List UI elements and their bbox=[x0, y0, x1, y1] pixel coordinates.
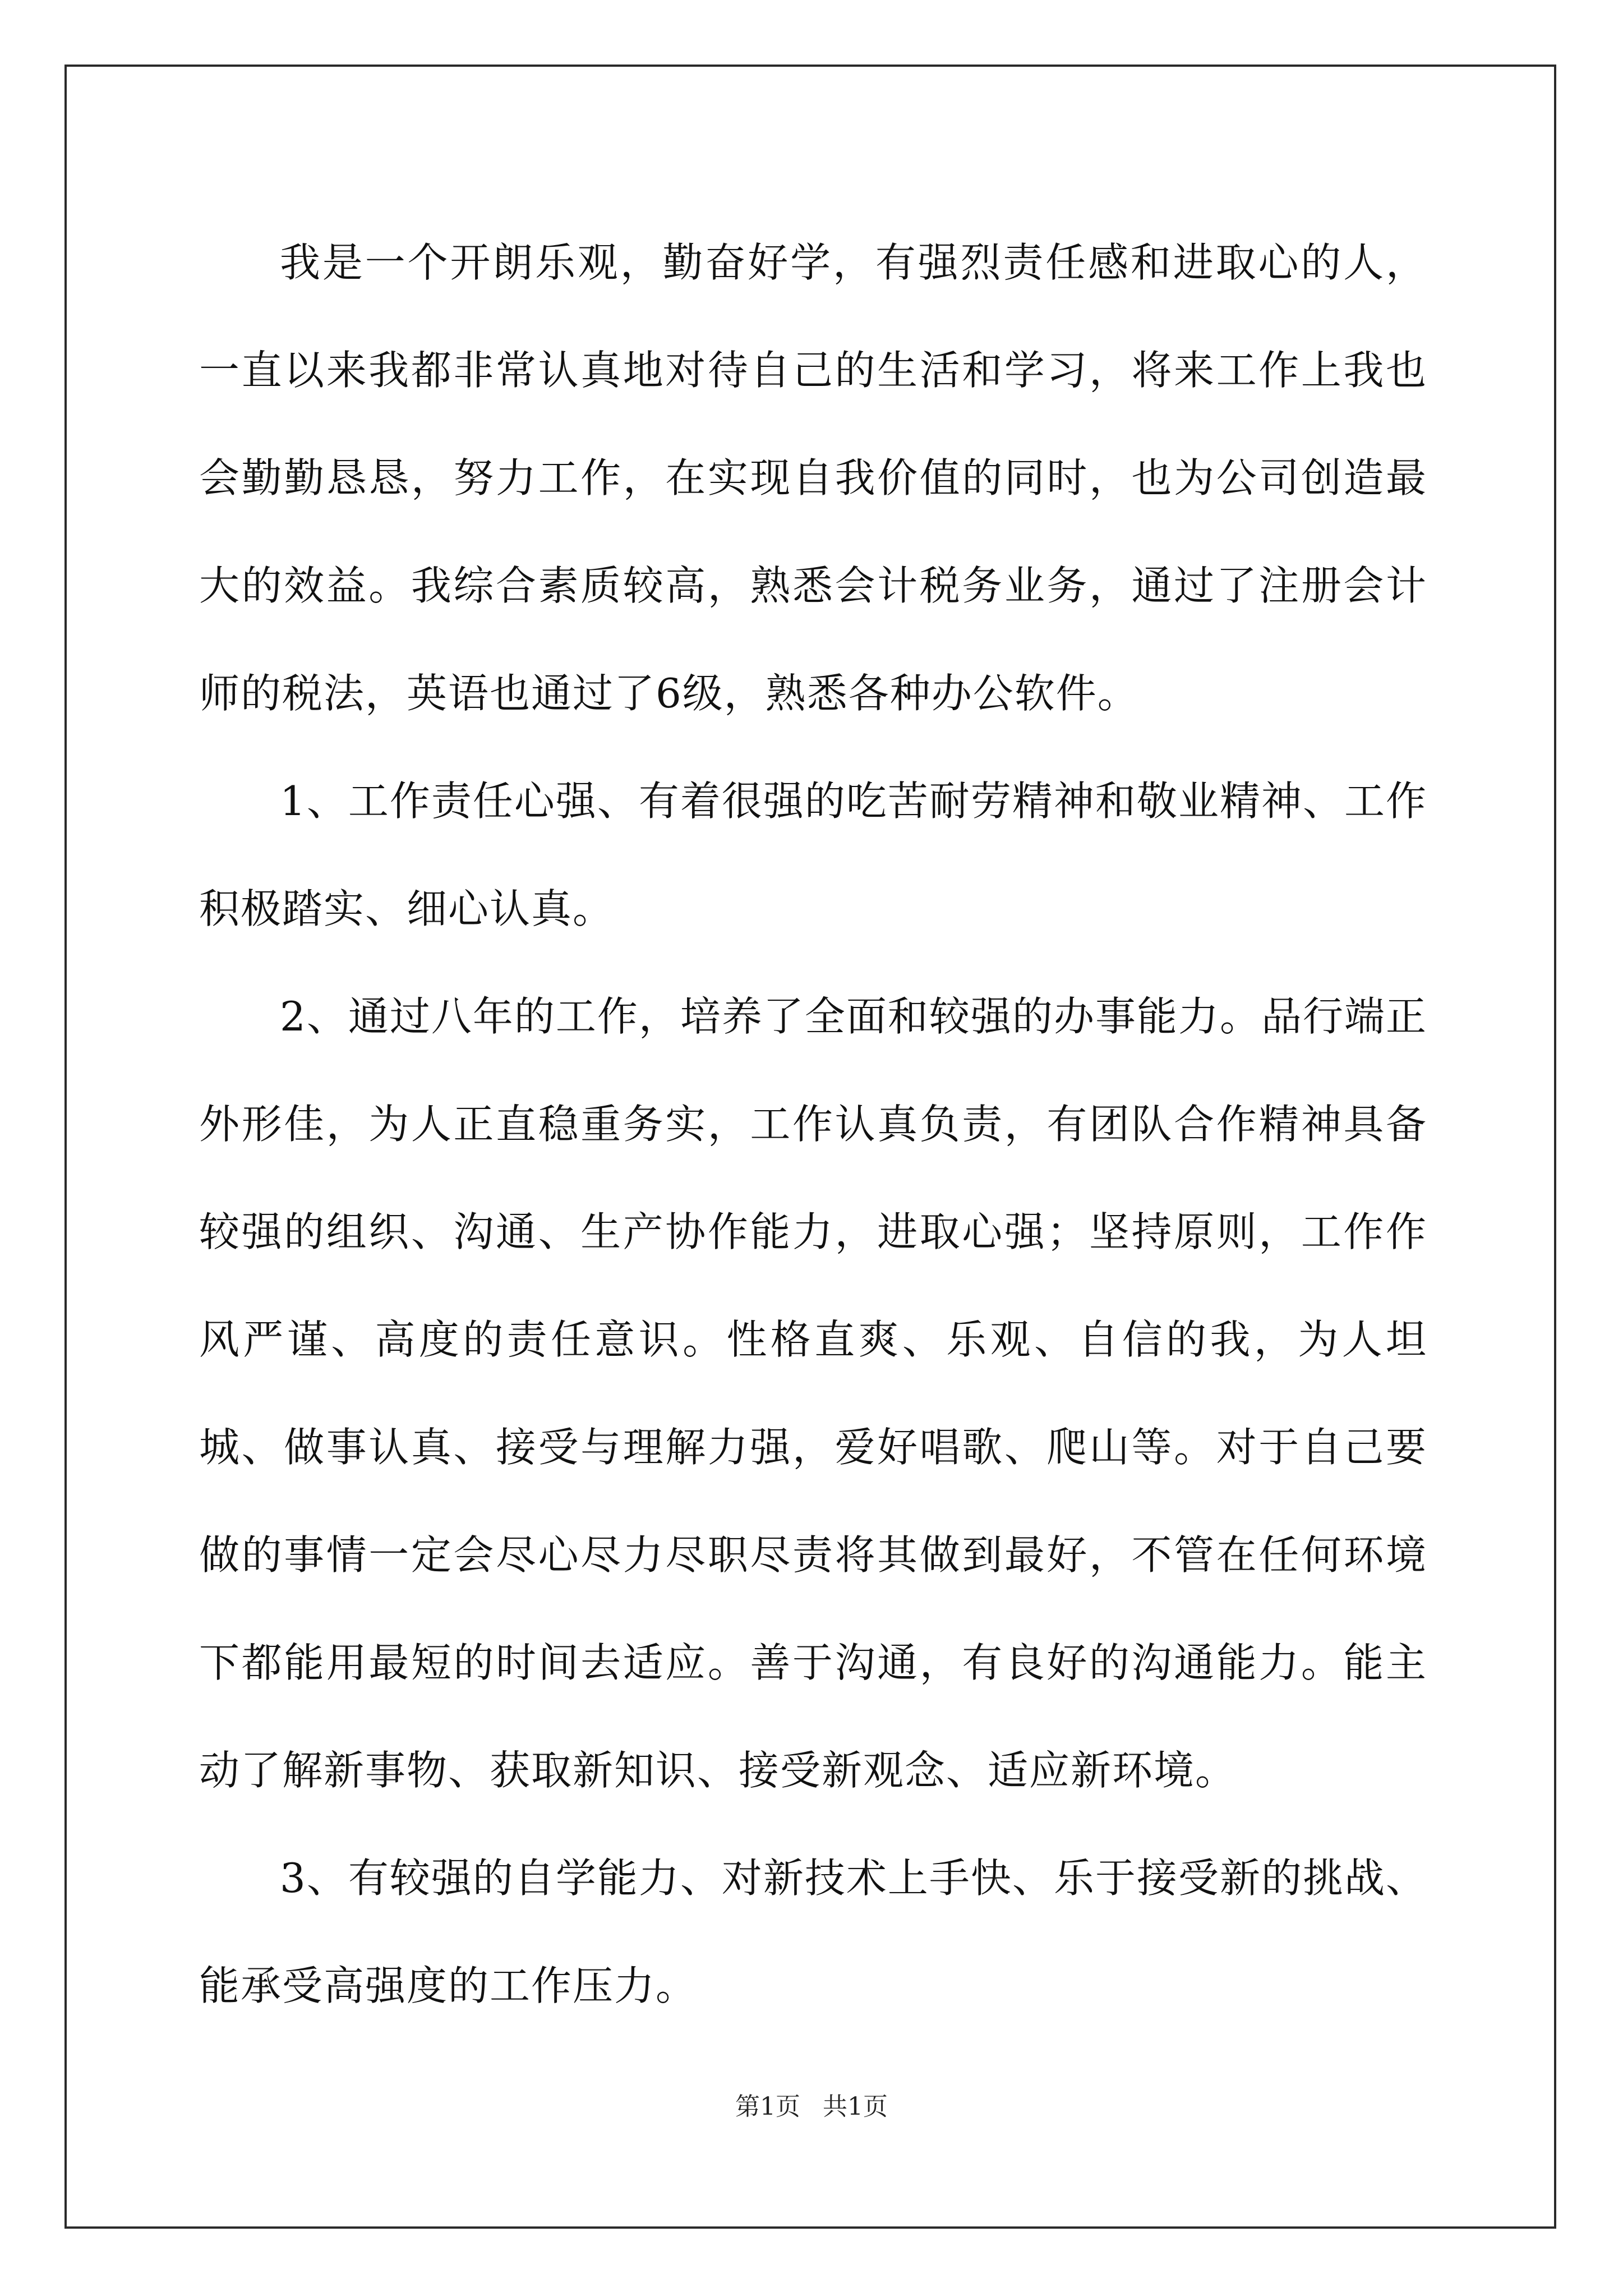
paragraph-point-2: 2、通过八年的工作，培养了全面和较强的办事能力。品行端正外形佳，为人正直稳重务实，工作认真负责，有团队合作精神具备较强的组织、沟通、生产协作能力，进取心强；坚持原则，工作作风严谨、高度的责任意识。性格直爽、乐观、自信的我，为人坦城、做事认真、接受与理解力强，爱好唱歌、爬山等。对于自己要做的事情一定会尽心尽力尽职尽责将其做到最好，不管在任何环境下都能用最短的时间去适应。善于沟通，有良好的沟通能力。能主动了解新事物、获取新知识、接受新观念、适应新环境。 bbox=[199, 993, 1427, 1794]
document-body bbox=[199, 209, 1427, 2040]
page-number-total: 共1页 bbox=[823, 2092, 888, 2121]
page-number-current: 第1页 bbox=[735, 2092, 800, 2121]
paragraph-point-1: 1、工作责任心强、有着很强的吃苦耐劳精神和敬业精神、工作积极踏实、细心认真。 bbox=[199, 777, 1427, 932]
paragraph-intro: 我是一个开朗乐观，勤奋好学，有强烈责任感和进取心的人，一直以来我都非常认真地对待自己的生活和学习，将来工作上我也会勤勤恳恳，努力工作，在实现自我价值的同时，也为公司创造最大的效益。我综合素质较高，熟悉会计税务业务，通过了注册会计师的税法，英语也通过了6级，熟悉各种办公软件。 bbox=[199, 239, 1427, 717]
page-footer bbox=[0, 2090, 1623, 2124]
paragraph-point-3: 3、有较强的自学能力、对新技术上手快、乐于接受新的挑战、能承受高强度的工作压力。 bbox=[199, 1855, 1427, 2009]
